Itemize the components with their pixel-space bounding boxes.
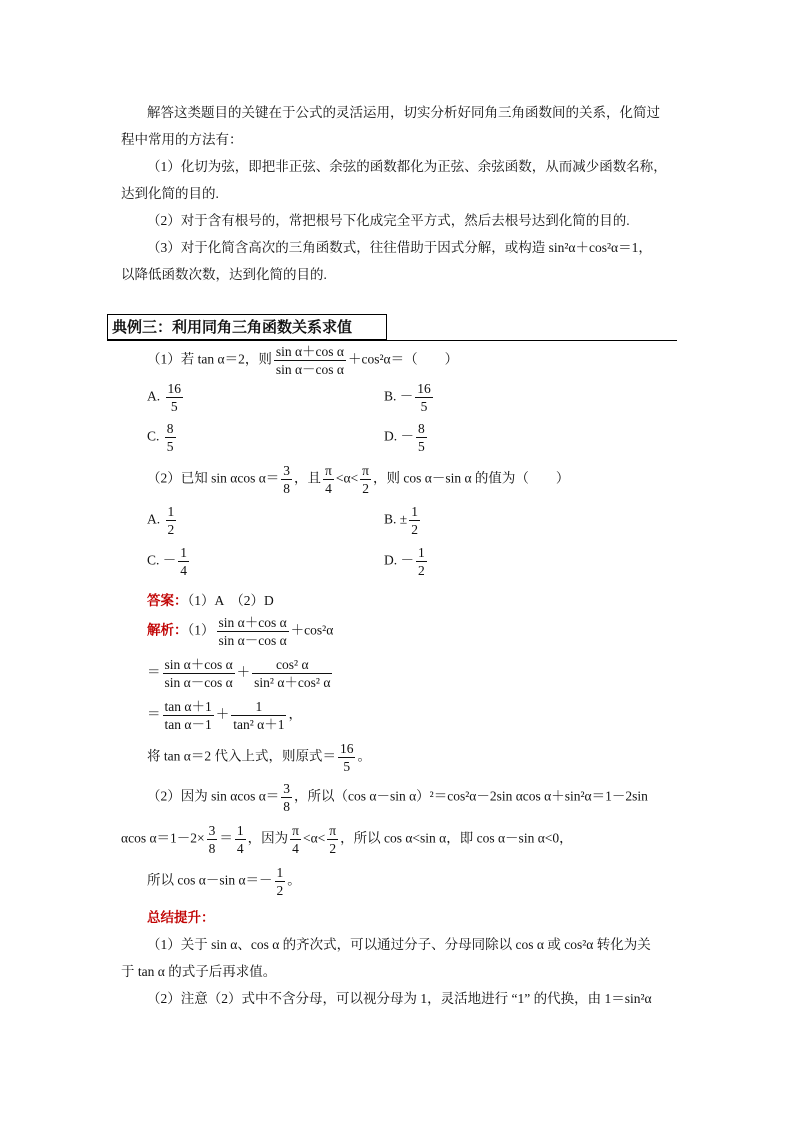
option-fraction (409, 503, 420, 538)
q2-prefix: （2）已知 sin αcos α＝ (147, 470, 280, 486)
frac-denominator: 5 (420, 399, 428, 414)
option-fraction (178, 544, 189, 579)
q1-option-a (147, 380, 185, 415)
analysis-step-4 (147, 740, 371, 775)
frac-denominator: 2 (329, 841, 337, 856)
option-label: B. (384, 511, 397, 527)
q1-frac-numerator: sin α＋cos α (275, 344, 344, 359)
summary-point-2: （2）注意（2）式中不含分母，可以视分母为 1，灵活地进行 “1” 的代换，由 1＝sin²α (147, 991, 652, 1006)
analysis-part2-line-3 (147, 864, 301, 899)
analysis-text: ，因为 (247, 830, 289, 846)
frac-denominator: 4 (292, 841, 299, 856)
period: 。 (287, 872, 301, 888)
q1-frac-denominator: sin α－cos α (275, 362, 344, 377)
analysis-text: 所以 cos α－sin α＝－ (147, 872, 273, 888)
frac-denominator: 4 (325, 481, 332, 496)
option-label: A. (147, 388, 161, 404)
frac-numerator: 1 (276, 865, 284, 880)
q2-option-a (147, 503, 178, 538)
option-fraction (166, 503, 177, 538)
answer-text: （1）A （2）D (187, 593, 274, 608)
analysis-fraction (338, 740, 356, 775)
section-title: 典例三：利用同角三角函数关系求值 (112, 318, 353, 336)
analysis-fraction (207, 822, 218, 857)
analysis-text: ，所以 cos α<sin α，即 cos α－sin α<0， (340, 830, 573, 846)
intro-line-1: 解答这类题目的关键在于公式的灵活运用，切实分析好同角三角函数间的关系，化简过 (147, 105, 660, 120)
summary-point-1-line-2: 于 tan α 的式子后再求值。 (121, 964, 277, 979)
frac-denominator: 4 (180, 563, 188, 578)
analysis-fraction (163, 656, 235, 691)
analysis-label: 解析： (147, 622, 188, 638)
q2-fraction-2 (323, 462, 334, 497)
frac-denominator: 2 (411, 522, 418, 537)
analysis-text: 将 tan α＝2 代入上式，则原式＝ (147, 748, 336, 764)
q2-option-d (384, 544, 429, 579)
frac-numerator: 16 (339, 741, 354, 756)
frac-denominator: tan α－1 (164, 717, 212, 732)
answer-line (147, 592, 274, 610)
analysis-step-3 (147, 698, 302, 733)
inequality: <α< (302, 830, 326, 846)
comma: ， (288, 706, 302, 722)
frac-numerator: sin α＋cos α (218, 615, 287, 630)
frac-numerator: 16 (417, 381, 431, 396)
frac-numerator: 1 (411, 504, 418, 519)
analysis-fraction (252, 656, 332, 691)
summary-label: 总结提升： (147, 910, 215, 925)
question-2 (147, 462, 569, 497)
frac-numerator: 8 (418, 421, 425, 436)
q1-option-c (147, 420, 178, 455)
frac-denominator: sin² α＋cos² α (254, 675, 331, 690)
q2-fraction-3 (360, 462, 371, 497)
analysis-fraction (217, 614, 289, 649)
frac-numerator: 1 (418, 545, 425, 560)
analysis-step-2 (147, 656, 334, 691)
option-label: D. (384, 552, 398, 568)
frac-numerator: 1 (231, 698, 286, 716)
q1-fraction (274, 343, 346, 378)
q1-option-b (384, 380, 435, 415)
q1-option-d (384, 420, 429, 455)
answer-label: 答案： (147, 593, 188, 608)
q2-mid: ，且 (294, 470, 322, 486)
option-label: B. (384, 388, 397, 404)
option-sign: － (399, 388, 414, 404)
option-sign: － (162, 552, 177, 568)
equals-sign: ＝ (219, 830, 233, 846)
method-1-line-1: （1）化切为弦，即把非正弦、余弦的函数都化为正弦、余弦函数，从而减少函数名称， (147, 159, 667, 174)
section-divider (107, 340, 677, 341)
option-fraction (165, 420, 176, 455)
analysis-part-1: （1） (187, 622, 215, 638)
q2-option-c (147, 544, 191, 579)
frac-denominator: 5 (170, 399, 178, 414)
frac-numerator: 1 (236, 823, 244, 838)
period: 。 (357, 748, 371, 764)
analysis-part2-line-2 (121, 822, 573, 857)
frac-denominator: 2 (418, 563, 425, 578)
frac-denominator: 2 (167, 522, 175, 537)
frac-denominator: 2 (276, 883, 284, 898)
frac-numerator: tan α＋1 (164, 699, 212, 714)
frac-denominator: tan² α＋1 (233, 717, 285, 732)
option-fraction (415, 380, 433, 415)
analysis-fraction (281, 780, 292, 815)
frac-denominator: 5 (343, 759, 351, 774)
option-sign: － (400, 428, 414, 444)
frac-numerator: cos² α (252, 656, 332, 674)
analysis-step-1 (147, 614, 333, 649)
option-label: C. (147, 552, 160, 568)
q1-suffix: ＋cos²α＝（ ） (347, 351, 459, 367)
analysis-text: αcos α＝1－2× (121, 830, 205, 846)
frac-numerator: 8 (166, 421, 174, 436)
intro-line-2: 程中常用的方法有： (121, 132, 243, 147)
summary-point-1-line-1: （1）关于 sin α、cos α 的齐次式，可以通过分子、分母同除以 cos α 或 cos²α 转化为关 (147, 937, 651, 952)
option-fraction (416, 420, 427, 455)
frac-numerator: π (292, 823, 299, 838)
frac-numerator: 3 (208, 823, 216, 838)
analysis-fraction (235, 822, 246, 857)
frac-numerator: 16 (167, 381, 181, 396)
plus-sign: ＋ (215, 706, 230, 722)
frac-denominator: 5 (418, 439, 425, 454)
frac-denominator: 8 (283, 799, 291, 814)
method-3-line-2: 以降低函数次数，达到化简的目的. (121, 267, 327, 282)
analysis-text: （2）因为 sin αcos α＝ (147, 788, 280, 804)
q2-option-b (384, 503, 422, 538)
frac-denominator: sin α－cos α (218, 633, 287, 648)
analysis-fraction (290, 822, 301, 857)
frac-numerator: sin α＋cos α (164, 657, 233, 672)
analysis-fraction (327, 822, 338, 857)
q2-suffix: ，则 cos α－sin α 的值为（ ） (373, 470, 570, 486)
frac-denominator: sin α－cos α (164, 675, 233, 690)
option-label: A. (147, 511, 161, 527)
frac-numerator: 3 (283, 463, 291, 478)
option-fraction (166, 380, 184, 415)
q2-fraction-1 (281, 462, 292, 497)
frac-denominator: 8 (283, 481, 291, 496)
option-label: C. (147, 428, 160, 444)
method-3-line-1: （3）对于化简含高次的三角函数式，往往借助于因式分解，或构造 sin²α＋cos²α＝1， (147, 240, 652, 255)
option-label: D. (384, 428, 398, 444)
analysis-part2-line-1 (147, 780, 648, 815)
option-sign: － (400, 552, 414, 568)
frac-numerator: π (325, 463, 332, 478)
method-1-line-2: 达到化简的目的. (121, 186, 219, 201)
option-sign: ± (399, 511, 408, 527)
method-2: （2）对于含有根号的，常把根号下化成完全平方式，然后去根号达到化简的目的. (147, 213, 630, 228)
question-1 (147, 343, 458, 378)
equals-sign: ＝ (147, 664, 161, 680)
frac-numerator: 1 (180, 545, 188, 560)
option-fraction (416, 544, 427, 579)
frac-denominator: 8 (208, 841, 216, 856)
analysis-text: ，所以（cos α－sin α）²＝cos²α－2sin αcos α＋sin²α＝1－2sin (294, 788, 648, 804)
frac-numerator: 1 (167, 504, 175, 519)
frac-denominator: 2 (362, 481, 369, 496)
frac-numerator: 3 (283, 781, 291, 796)
frac-denominator: 4 (236, 841, 244, 856)
analysis-fraction (163, 698, 214, 733)
q1-prefix: （1）若 tan α＝2，则 (147, 351, 272, 367)
equals-sign: ＝ (147, 706, 161, 722)
analysis-fraction (231, 698, 286, 733)
frac-numerator: π (362, 463, 369, 478)
frac-denominator: 5 (166, 439, 174, 454)
analysis-suffix: ＋cos²α (290, 622, 334, 638)
analysis-fraction (275, 864, 286, 899)
plus-sign: ＋ (236, 664, 251, 680)
q2-inequality: <α< (335, 470, 359, 486)
frac-numerator: π (329, 823, 337, 838)
